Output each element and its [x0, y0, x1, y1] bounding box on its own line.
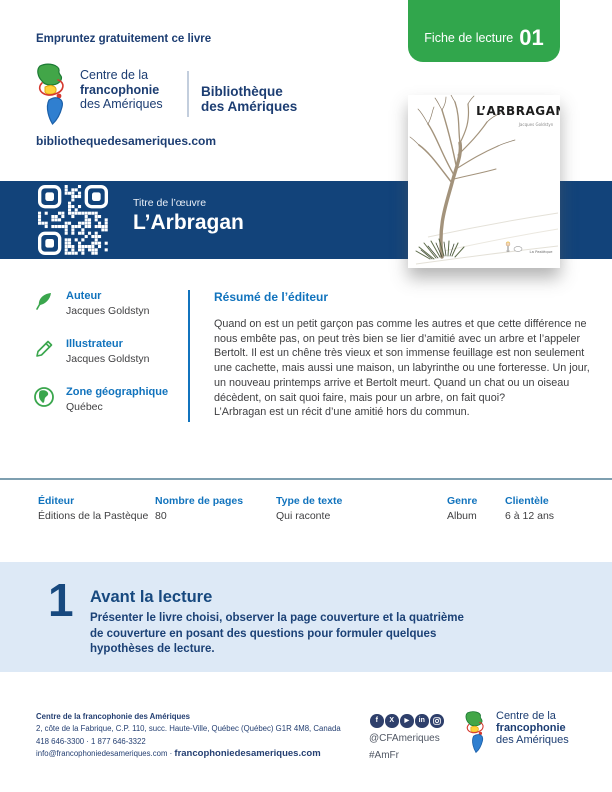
- pages-value: 80: [155, 510, 167, 522]
- social-hashtag: #AmFr: [369, 750, 399, 761]
- footer-contact-block: [36, 711, 341, 760]
- cover-title: L’ARBRAGAN: [476, 104, 560, 118]
- author-value: Jacques Goldstyn: [66, 305, 150, 317]
- author-label: Auteur: [66, 290, 102, 302]
- footer-org-name: Centre de la francophonie des Amériques: [36, 712, 190, 721]
- library-wordmark: [201, 84, 297, 114]
- column-divider: [188, 290, 190, 422]
- footer-website-link[interactable]: francophoniedesameriques.com: [174, 747, 321, 759]
- feather-icon: [33, 290, 55, 312]
- illustrator-label: Illustrateur: [66, 338, 123, 350]
- text-type-label: Type de texte: [276, 495, 343, 507]
- horizontal-rule: [0, 478, 612, 480]
- social-icons-row: [370, 714, 444, 728]
- org-line-2: francophonie: [80, 82, 160, 97]
- publisher-label: Éditeur: [38, 495, 75, 507]
- footer-logo-line-2: francophonie: [496, 721, 566, 734]
- youtube-icon[interactable]: ▶: [400, 714, 414, 728]
- facebook-icon[interactable]: f: [370, 714, 384, 728]
- badge-number: 01: [519, 25, 544, 50]
- summary-heading: Résumé de l’éditeur: [214, 290, 329, 304]
- audience-value: 6 à 12 ans: [505, 510, 555, 522]
- social-handle: @CFAmeriques: [369, 733, 440, 744]
- x-icon[interactable]: X: [385, 714, 399, 728]
- footer-phones: 418 646-3300 · 1 877 646-3322: [36, 736, 146, 746]
- americas-logo-icon: [32, 63, 76, 125]
- footer-americas-logo-icon: [462, 706, 492, 758]
- linkedin-icon[interactable]: in: [415, 714, 429, 728]
- footer-email-link[interactable]: info@francophoniedesameriques.com: [36, 748, 168, 758]
- activity-description: Présenter le livre choisi, observer la page couverture et la quatrième de couverture en posant des questions pour formuler quelques hypothèses de lecture.: [90, 612, 464, 655]
- logo-divider: [187, 71, 189, 117]
- org-line-1: Centre de la: [80, 68, 149, 82]
- footer-logo-line-3: des Amériques: [496, 733, 569, 746]
- work-title: L’Arbragan: [133, 211, 244, 234]
- summary-paragraph: Quand on est un petit garçon pas comme les autres et que cette différence ne nous embête pas, on peut très bien se lier d’amitié avec un arbre et l’appeler Bertolt. Il est un chêne très vieux et son immense feuillage est non seulement une cachette, mais aussi une maison, un labyrinthe ou une forteresse. Un jour, un nouveau printemps arrive et Bertolt meurt. Quand un chat ou un oiseau décèdent, on sait quoi faire, mais pour un arbre, on fait quoi?: [214, 318, 590, 404]
- footer-address: 2, côte de la Fabrique, C.P. 110, succ. Haute-Ville, Québec (Québec) G1R 4M8, Canada: [36, 724, 341, 734]
- org-line-3: des Amériques: [80, 97, 163, 111]
- book-cover-image: [408, 95, 560, 268]
- zone-label: Zone géographique: [66, 386, 169, 398]
- footer-links-line: [36, 748, 341, 760]
- genre-value: Album: [447, 510, 477, 522]
- library-website-link[interactable]: bibliothequedesameriques.com: [36, 134, 217, 148]
- genre-label: Genre: [447, 495, 478, 507]
- pages-label: Nombre de pages: [155, 495, 244, 507]
- library-line-1: Bibliothèque: [201, 84, 283, 99]
- badge-label: Fiche de lecture: [424, 31, 514, 45]
- fiche-badge: [408, 0, 560, 62]
- qr-code: [38, 185, 108, 255]
- cover-author: Jacques Goldstyn: [518, 122, 554, 127]
- cover-publisher: La Pastèque: [529, 249, 553, 254]
- library-line-2: des Amériques: [201, 99, 298, 114]
- audience-label: Clientèle: [505, 495, 549, 507]
- globe-icon: [33, 386, 55, 408]
- tagline: Empruntez gratuitement ce livre: [36, 33, 212, 45]
- zone-value: Québec: [66, 401, 103, 413]
- activity-number: 1: [48, 574, 74, 626]
- publisher-value: Éditions de la Pastèque: [38, 510, 149, 522]
- footer-separator: ·: [169, 748, 173, 758]
- footer-logo-line-1: Centre de la: [496, 710, 556, 722]
- activity-title: Avant la lecture: [90, 588, 213, 606]
- text-type-value: Qui raconte: [276, 510, 331, 522]
- summary-closing: L’Arbragan est un récit d’une amitié hors du commun.: [214, 406, 470, 418]
- work-title-label: Titre de l’œuvre: [133, 197, 207, 209]
- pencil-icon: [33, 338, 55, 360]
- instagram-icon[interactable]: [430, 714, 444, 728]
- footer-org-wordmark: [496, 711, 569, 746]
- org-wordmark: [80, 68, 163, 112]
- illustrator-value: Jacques Goldstyn: [66, 353, 150, 365]
